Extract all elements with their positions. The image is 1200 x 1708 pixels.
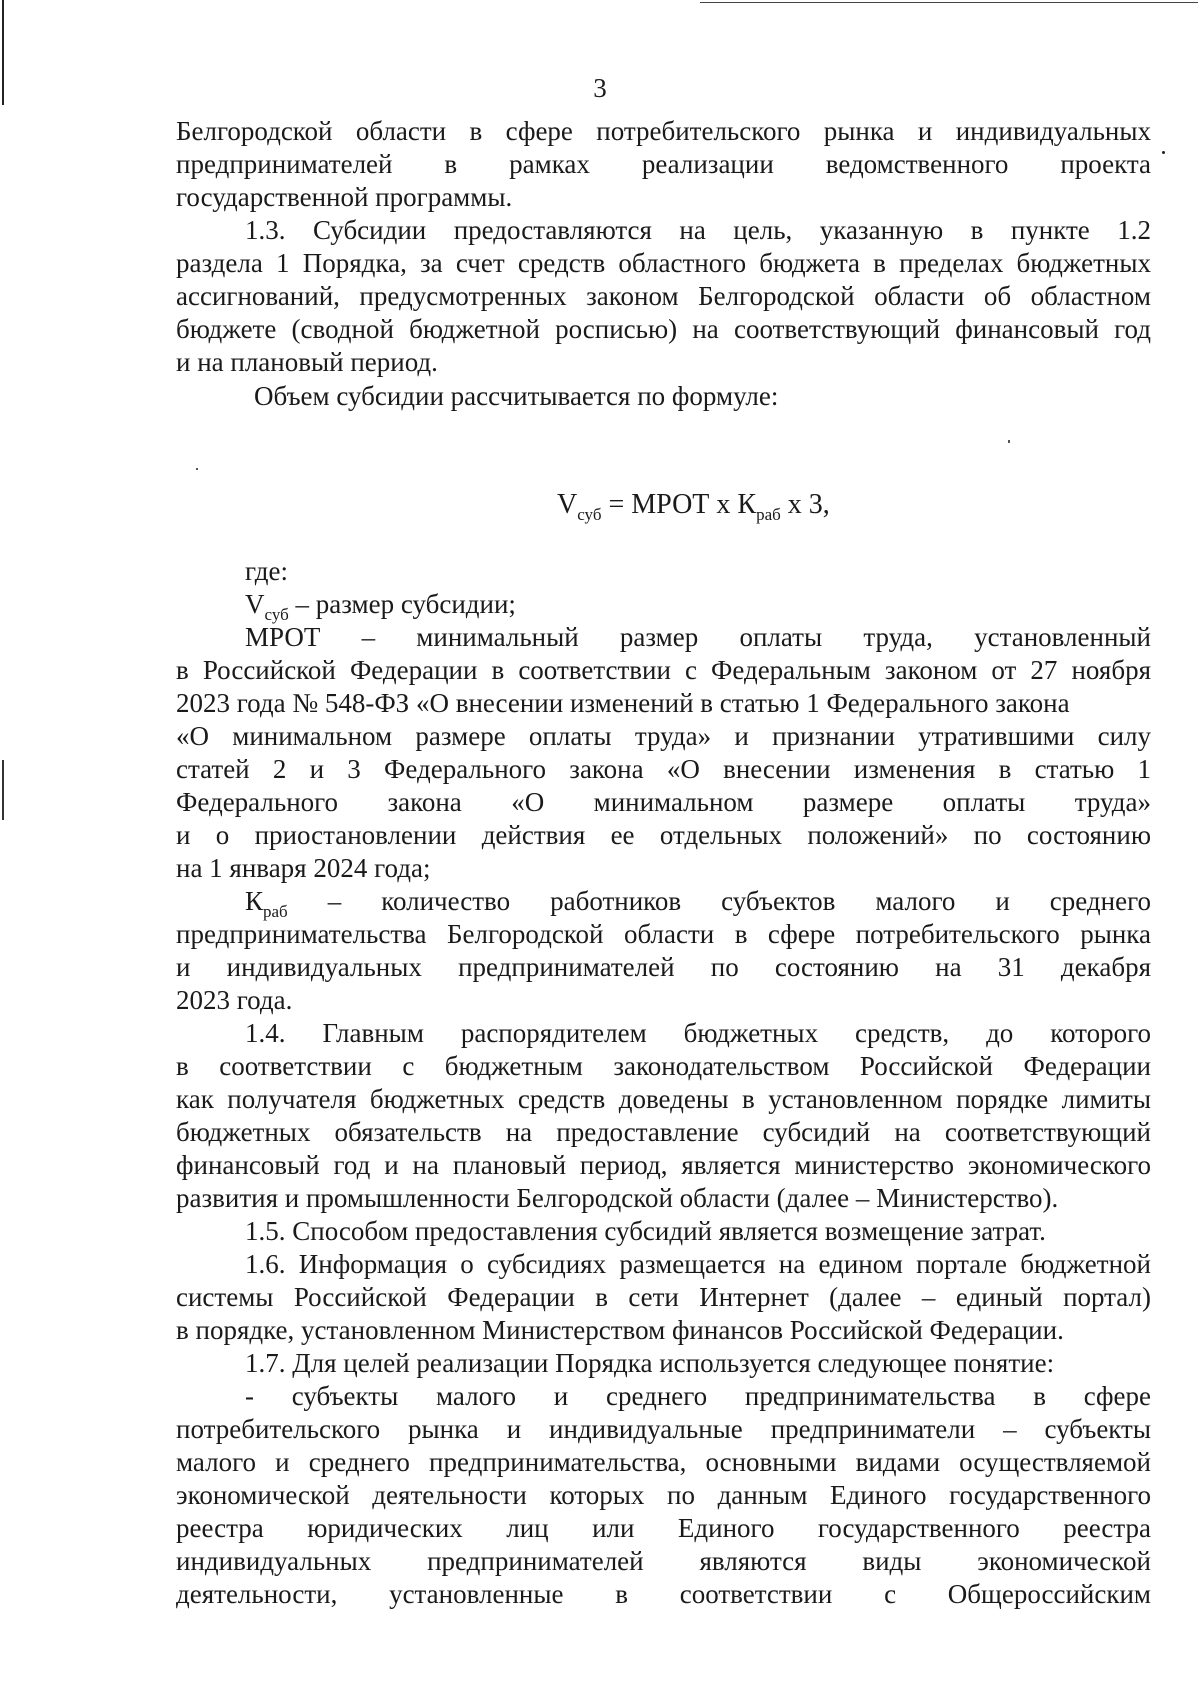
text-line: финансовый год и на плановый период, является министерство экономического: [176, 1150, 1151, 1180]
text-line: и на плановый период.: [176, 347, 438, 377]
text-line: на 1 января 2024 года;: [176, 853, 431, 883]
scan-dot: [1162, 151, 1165, 154]
text-line: системы Российской Федерации в сети Интернет (далее – единый портал): [176, 1282, 1151, 1312]
text-line: Объем субсидии рассчитывается по формуле:: [254, 381, 779, 411]
text-line: предпринимателей в рамках реализации ведомственного проекта: [176, 149, 1151, 179]
text-line: бюджете (сводной бюджетной росписью) на соответствующий финансовый год: [176, 314, 1151, 344]
scan-dot: [196, 468, 198, 470]
text-line: реестра юридических лиц или Единого государственного реестра: [176, 1513, 1151, 1543]
scan-edge-line: [2, 760, 4, 820]
text-line: экономической деятельности которых по данным Единого государственного: [176, 1480, 1151, 1510]
text-line: бюджетных обязательств на предоставление субсидий на соответствующий: [176, 1117, 1151, 1147]
definition-v-sub: $V_{суб}$ – размер субсидии;: [245, 589, 516, 624]
text-line: статей 2 и 3 Федерального закона «О внесении изменения в статью 1: [176, 754, 1151, 784]
text-line: «О минимальном размере оплаты труда» и признании утратившими силу: [176, 721, 1151, 751]
text-line: 1.4. Главным распорядителем бюджетных средств, до которого: [245, 1018, 1151, 1048]
text-line: индивидуальных предпринимателей являются виды экономической: [176, 1546, 1151, 1576]
scan-edge-line: [2, 0, 4, 105]
text-line: в Российской Федерации в соответствии с Федеральным законом от 27 ноября: [176, 655, 1151, 685]
definition-k-rab: $К_{раб}$ – количество работников субъектов малого и среднего: [245, 886, 1151, 921]
text-line: предпринимательства Белгородской области в сфере потребительского рынка: [176, 919, 1151, 949]
formula: $V_{суб}$ = МРОТ x $К_{раб}$ x 3,: [557, 489, 830, 524]
text-line: где:: [245, 556, 288, 586]
text-line: деятельности, установленные в соответствии с Общероссийским: [176, 1579, 1151, 1609]
text-line: 1.6. Информация о субсидиях размещается на едином портале бюджетной: [245, 1249, 1151, 1279]
text-line: малого и среднего предпринимательства, основными видами осуществляемой: [176, 1447, 1151, 1477]
text-line: государственной программы.: [176, 182, 513, 212]
text-line: и индивидуальных предпринимателей по состоянию на 31 декабря: [176, 952, 1151, 982]
text-line: в соответствии с бюджетным законодательством Российской Федерации: [176, 1051, 1151, 1081]
text-line: Федерального закона «О минимальном размере оплаты труда»: [176, 787, 1151, 817]
text-line: раздела 1 Порядка, за счет средств областного бюджета в пределах бюджетных: [176, 248, 1151, 278]
text-line: и о приостановлении действия ее отдельных положений» по состоянию: [176, 820, 1151, 850]
text-line: 1.3. Субсидии предоставляются на цель, указанную в пункте 1.2: [245, 215, 1151, 245]
text-line: 1.7. Для целей реализации Порядка используется следующее понятие:: [245, 1348, 1055, 1378]
text-line: 1.5. Способом предоставления субсидий является возмещение затрат.: [245, 1216, 1046, 1246]
text-line: - субъекты малого и среднего предпринимательства в сфере: [245, 1381, 1151, 1411]
text-line: развития и промышленности Белгородской области (далее – Министерство).: [176, 1183, 1059, 1213]
text-line: 2023 года № 548-ФЗ «О внесении изменений в статью 1 Федерального закона: [176, 688, 1070, 718]
scan-dot: [1008, 440, 1010, 443]
page-number: 3: [593, 73, 607, 103]
text-line: в порядке, установленном Министерством финансов Российской Федерации.: [176, 1315, 1064, 1345]
text-line: как получателя бюджетных средств доведены в установленном порядке лимиты: [176, 1084, 1151, 1114]
text-line: потребительского рынка и индивидуальные предприниматели – субъекты: [176, 1414, 1151, 1444]
text-line: ассигнований, предусмотренных законом Белгородской области об областном: [176, 281, 1151, 311]
text-line: 2023 года.: [176, 985, 293, 1015]
text-line: МРОТ – минимальный размер оплаты труда, установленный: [245, 622, 1151, 652]
scan-top-line: [700, 2, 1198, 3]
text-line: Белгородской области в сфере потребительского рынка и индивидуальных: [176, 116, 1151, 146]
